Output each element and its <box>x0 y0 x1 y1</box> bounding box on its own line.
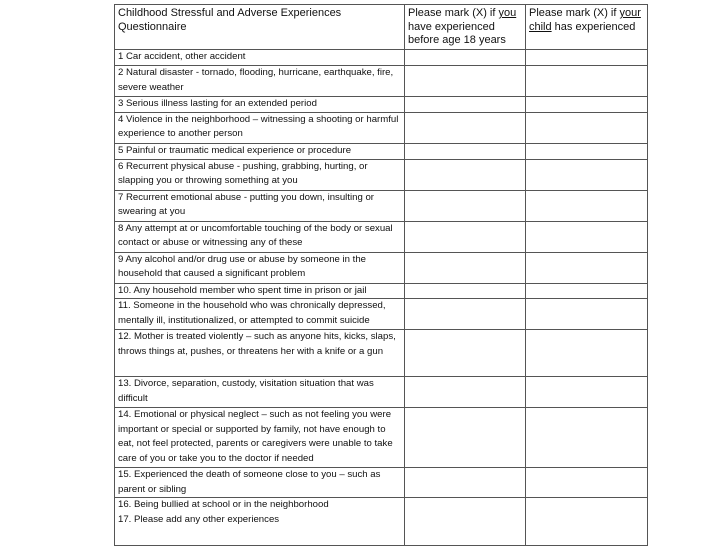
you-mark-cell[interactable] <box>405 112 526 143</box>
table-row <box>115 283 648 299</box>
item-17-text: 17. Please add any other experiences <box>118 513 280 525</box>
table-row <box>115 468 648 498</box>
you-header-emphasis: you <box>498 7 517 19</box>
table-row <box>115 50 648 66</box>
child-mark-cell[interactable] <box>526 377 648 408</box>
questionnaire-title: Childhood Stressful and Adverse Experiences Questionnaire <box>115 5 405 50</box>
you-mark-cell[interactable] <box>405 468 526 498</box>
table-row <box>115 377 648 408</box>
child-header-suffix: has experienced <box>551 20 636 33</box>
table-row <box>115 498 648 546</box>
you-mark-cell[interactable] <box>405 221 526 252</box>
child-mark-cell[interactable] <box>526 143 648 159</box>
you-mark-cell[interactable] <box>405 252 526 283</box>
item-text: 5 Painful or traumatic medical experience or procedure <box>115 143 405 159</box>
child-mark-cell[interactable] <box>526 299 648 330</box>
table-row <box>115 190 648 221</box>
item-text: 12. Mother is treated violently – such as anyone hits, kicks, slaps, throws things at, pushes, or threatens her with a knife or a gun <box>115 330 405 377</box>
item-text: 15. Experienced the death of someone close to you – such as parent or sibling <box>115 468 405 498</box>
you-mark-cell[interactable] <box>405 299 526 330</box>
item-text: 6 Recurrent physical abuse - pushing, grabbing, hurting, or slapping you or throwing something at you <box>115 159 405 190</box>
table-row <box>115 221 648 252</box>
table-row <box>115 143 648 159</box>
item-text: 4 Violence in the neighborhood – witnessing a shooting or harmful experience to another person <box>115 112 405 143</box>
child-mark-cell[interactable] <box>526 252 648 283</box>
item-text: 14. Emotional or physical neglect – such as not feeling you were important or special or supported by family, not have enough to eat, not feel protected, parents or caregivers were unable to take care of you or take you to the doctor if needed <box>115 408 405 468</box>
header-row <box>115 5 648 50</box>
table-row <box>115 112 648 143</box>
you-mark-cell[interactable] <box>405 283 526 299</box>
item-text: 8 Any attempt at or uncomfortable touching of the body or sexual contact or abuse or witnessing any of these <box>115 221 405 252</box>
you-mark-cell[interactable] <box>405 190 526 221</box>
child-column-header <box>526 5 648 50</box>
questionnaire-table <box>114 4 648 546</box>
item-text: 1 Car accident, other accident <box>115 50 405 66</box>
child-mark-cell[interactable] <box>526 159 648 190</box>
item-text: 13. Divorce, separation, custody, visitation situation that was difficult <box>115 377 405 408</box>
item-text: 11. Someone in the household who was chronically depressed, mentally ill, institutionalized, or attempted to commit suicide <box>115 299 405 330</box>
you-header-prefix: Please mark (X) if <box>408 7 499 19</box>
child-mark-cell[interactable] <box>526 498 648 546</box>
child-mark-cell[interactable] <box>526 283 648 299</box>
you-mark-cell[interactable] <box>405 377 526 408</box>
child-mark-cell[interactable] <box>526 408 648 468</box>
you-mark-cell[interactable] <box>405 143 526 159</box>
table-row <box>115 330 648 377</box>
table-row <box>115 252 648 283</box>
table-row <box>115 159 648 190</box>
item-text: 2 Natural disaster - tornado, flooding, hurricane, earthquake, fire, severe weather <box>115 66 405 97</box>
you-mark-cell[interactable] <box>405 330 526 377</box>
you-mark-cell[interactable] <box>405 159 526 190</box>
child-mark-cell[interactable] <box>526 190 648 221</box>
child-header-prefix: Please mark (X) if <box>529 7 620 19</box>
item-16-text: 16. Being bullied at school or in the neighborhood <box>118 499 329 510</box>
you-header-suffix: have experienced before age 18 years <box>408 20 506 46</box>
table-row <box>115 97 648 113</box>
child-mark-cell[interactable] <box>526 97 648 113</box>
table-row <box>115 408 648 468</box>
item-text: 3 Serious illness lasting for an extended period <box>115 97 405 113</box>
item-text: 9 Any alcohol and/or drug use or abuse by someone in the household that caused a significant problem <box>115 252 405 283</box>
child-mark-cell[interactable] <box>526 221 648 252</box>
child-mark-cell[interactable] <box>526 66 648 97</box>
child-mark-cell[interactable] <box>526 468 648 498</box>
you-mark-cell[interactable] <box>405 50 526 66</box>
child-mark-cell[interactable] <box>526 330 648 377</box>
you-mark-cell[interactable] <box>405 66 526 97</box>
last-items-cell <box>115 498 405 546</box>
item-text: 10. Any household member who spent time in prison or jail <box>115 283 405 299</box>
you-mark-cell[interactable] <box>405 498 526 546</box>
table-row <box>115 299 648 330</box>
you-column-header <box>405 5 526 50</box>
child-header-emphasis: your child <box>529 7 641 33</box>
you-mark-cell[interactable] <box>405 408 526 468</box>
you-mark-cell[interactable] <box>405 97 526 113</box>
item-text: 7 Recurrent emotional abuse - putting you down, insulting or swearing at you <box>115 190 405 221</box>
child-mark-cell[interactable] <box>526 50 648 66</box>
table-row <box>115 66 648 97</box>
child-mark-cell[interactable] <box>526 112 648 143</box>
